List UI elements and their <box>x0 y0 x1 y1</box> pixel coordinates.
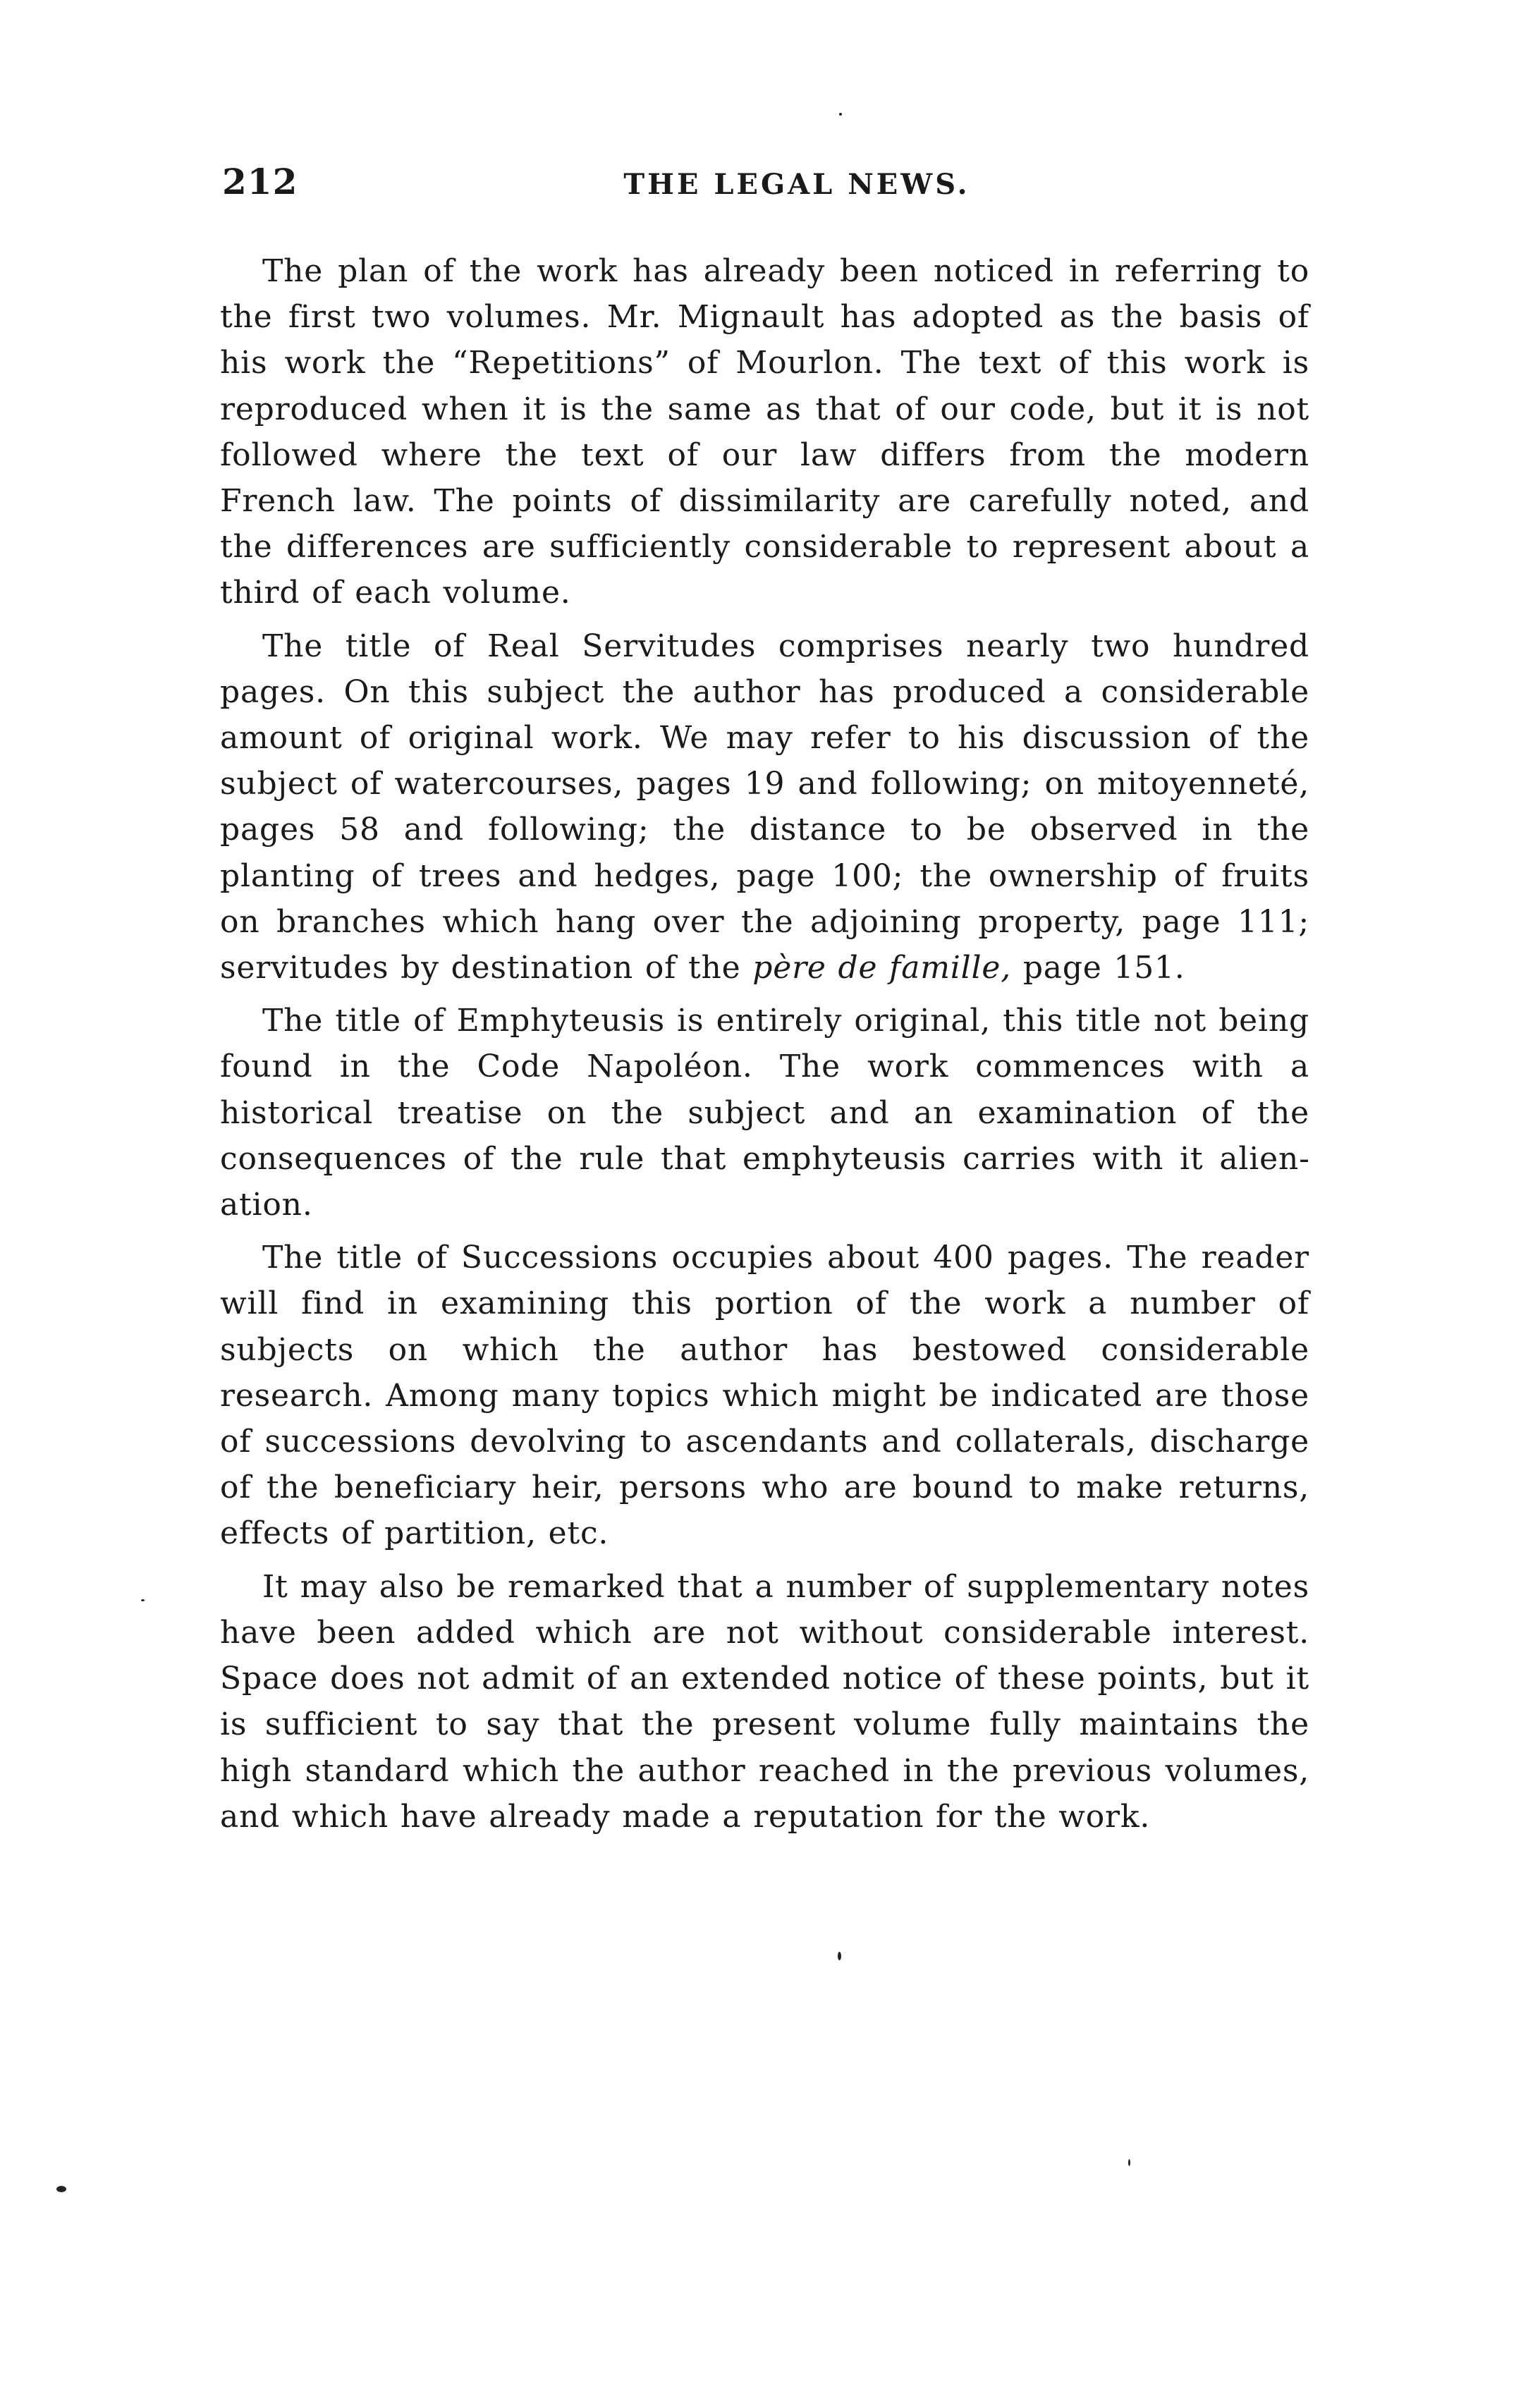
paragraph-real-servitudes-text: The title of Real Servitudes comprises nearly two hundred pages. On this subject the author has produced a considerable amount of original work. We may refer to his discussion of the subject of watercourses, pages 19 and following; on mitoyenneté, pages 58 and following; the distance to be observed in the planting of trees and hedges, page 100; the ownership of fruits on branches which hang over the adjoining property, page 111; servitudes by destination of the <box>220 628 1309 986</box>
scan-speck <box>1128 2159 1130 2166</box>
paragraph-real-servitudes <box>220 623 1309 991</box>
running-title: THE LEGAL NEWS. <box>623 168 970 201</box>
article-body <box>220 248 1309 1847</box>
scan-speck <box>141 1599 145 1601</box>
page-number: 212 <box>222 161 298 202</box>
paragraph-supplementary-notes: It may also be remarked that a number of supplementary notes have been added which are not without considerable interest. Space does not admit of an extended notice of these points, but it is sufficient to say that the present volume fully maintains the high standard which the author reached in the previous volumes, and which have already made a reputation for the work. <box>220 1568 1309 1835</box>
paragraph-successions: The title of Successions occupies about 400 pages. The reader will find in examining this portion of the work a number of subjects on which the author has bestowed considerable research. Among many topics which might be indicated are those of successions devolving to ascendants and collaterals, discharge of the beneficiary heir, persons who are bound to make returns, effects of partition, etc. <box>220 1240 1309 1552</box>
paragraph-real-servitudes-end: page 151. <box>1011 950 1185 986</box>
page-header <box>222 161 1308 210</box>
paragraph-plan-of-work: The plan of the work has already been noticed in referring to the first two volumes. Mr. Mignault has adopted as the basis of his work the “Repetitions” of Mourlon. The text of this work is reproduced when it is the same as that of our code, but it is not followed where the text of our law differs from the modern French law. The points of dissimilarity are carefully noted, and the differences are sufficiently considerable to represent about a third of each volume. <box>220 253 1309 611</box>
paragraph-emphyteusis: The title of Emphyteusis is entirely original, this title not being found in the Code Napoléon. The work commences with a historical treatise on the subject and an examination of the consequences of the rule that emphyteusis carries with it alienation. <box>220 1003 1309 1223</box>
scan-speck <box>56 2186 66 2192</box>
italic-phrase: père de famille, <box>752 950 1012 986</box>
scan-speck <box>838 1952 841 1960</box>
scan-speck <box>839 113 842 116</box>
